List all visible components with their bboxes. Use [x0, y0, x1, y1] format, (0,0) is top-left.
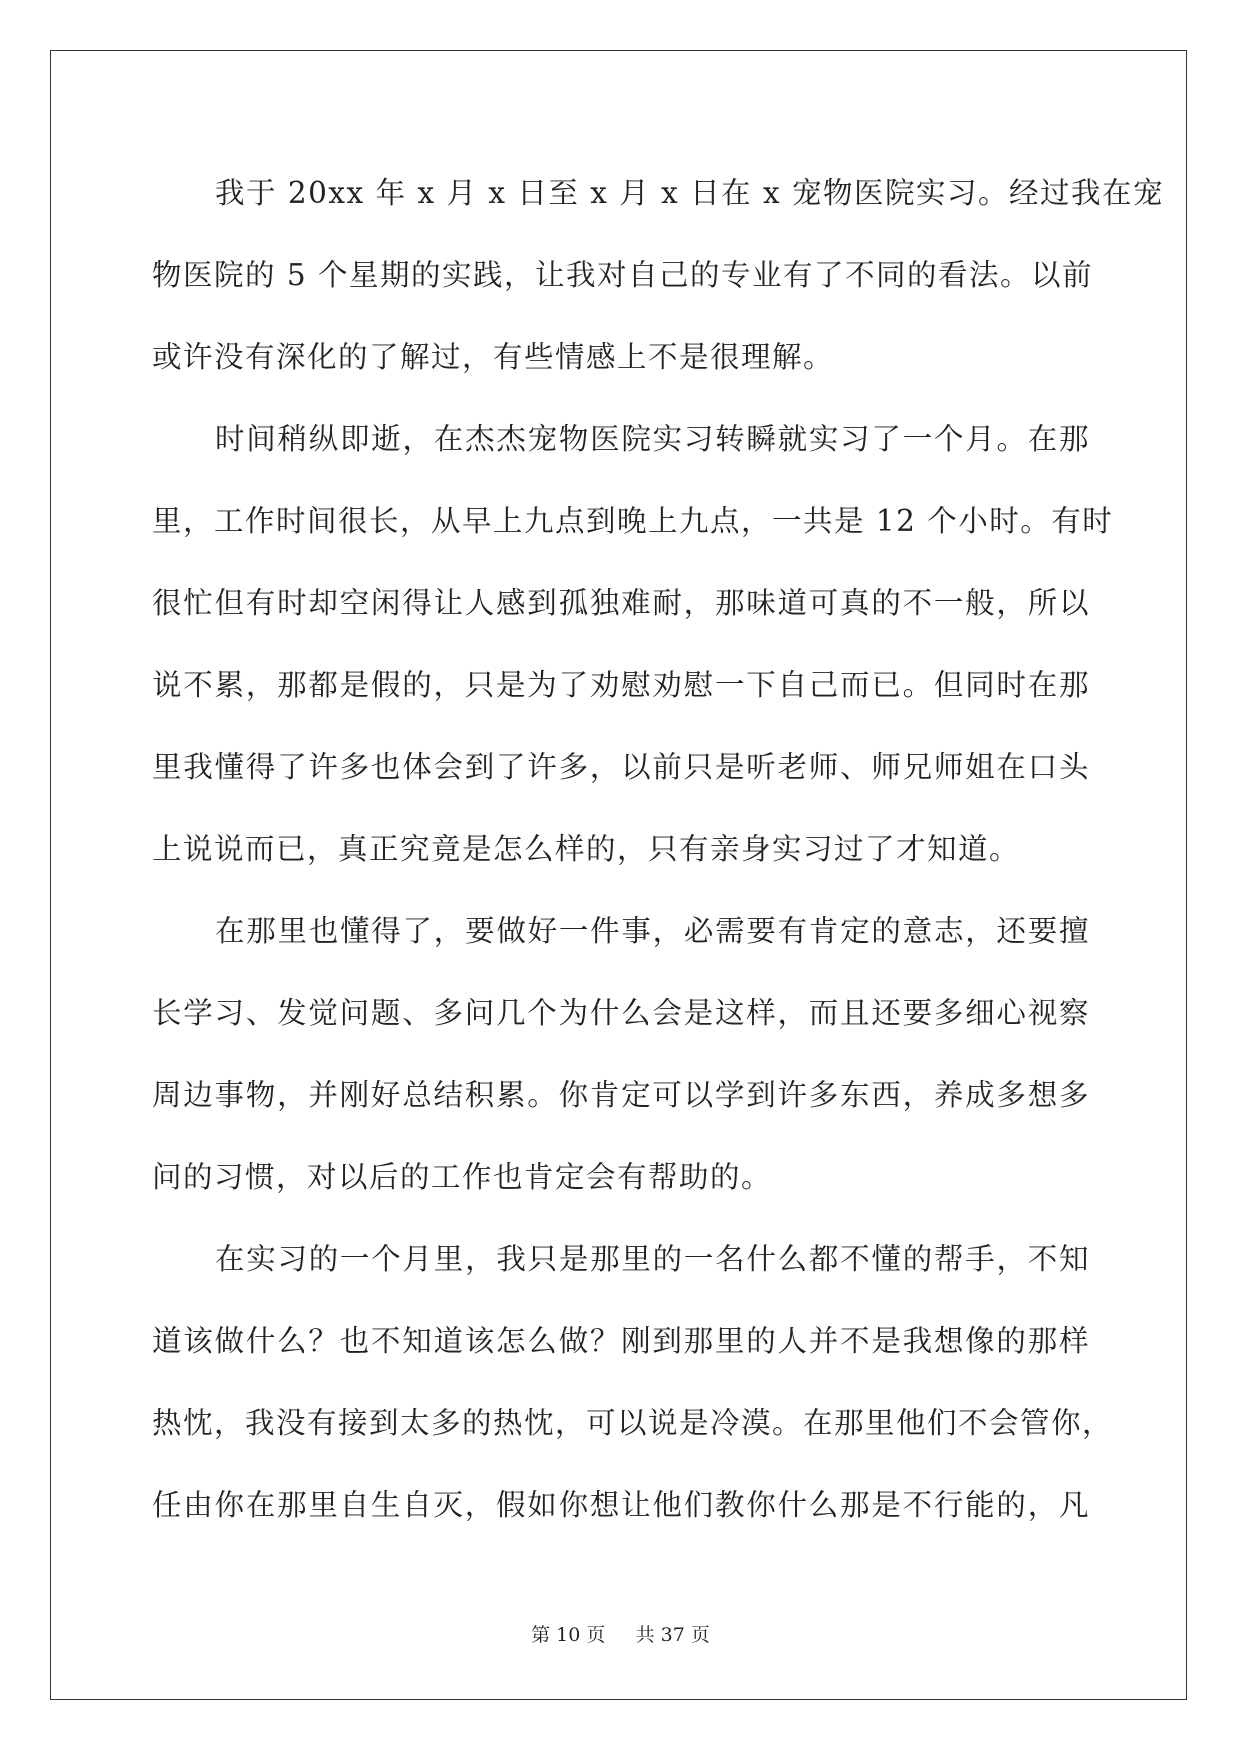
text-line: 上说说而已，真正究竟是怎么样的，只有亲身实习过了才知道。	[152, 832, 1021, 866]
text-line: 道该做什么？也不知道该怎么做？刚到那里的人并不是我想像的那样	[152, 1324, 1090, 1358]
text-line: 时间稍纵即逝，在杰杰宠物医院实习转瞬就实习了一个月。在那	[215, 422, 1090, 456]
text-line: 物医院的 5 个星期的实践，让我对自己的专业有了不同的看法。以前	[152, 258, 1094, 292]
text-line: 很忙但有时却空闲得让人感到孤独难耐，那味道可真的不一般，所以	[152, 586, 1090, 620]
text-line: 或许没有深化的了解过，有些情感上不是很理解。	[152, 340, 835, 374]
text-line: 在那里也懂得了，要做好一件事，必需要有肯定的意志，还要擅	[215, 914, 1090, 948]
page-number-current: 第 10 页	[531, 1624, 606, 1646]
text-line: 问的习惯，对以后的工作也肯定会有帮助的。	[152, 1160, 773, 1194]
text-line: 长学习、发觉问题、多问几个为什么会是这样，而且还要多细心视察	[152, 996, 1090, 1030]
text-line: 在实习的一个月里，我只是那里的一名什么都不懂的帮手，不知	[215, 1242, 1090, 1276]
text-line: 说不累，那都是假的，只是为了劝慰劝慰一下自己而已。但同时在那	[152, 668, 1090, 702]
text-line: 任由你在那里自生自灭，假如你想让他们教你什么那是不行能的，凡	[152, 1488, 1090, 1522]
text-line: 我于 20xx 年 x 月 x 日至 x 月 x 日在 x 宠物医院实习。经过我在宠	[215, 176, 1165, 210]
text-line: 里我懂得了许多也体会到了许多，以前只是听老师、师兄师姐在口头	[152, 750, 1090, 784]
page-footer	[0, 1620, 1241, 1647]
text-line: 热忱，我没有接到太多的热忱，可以说是冷漠。在那里他们不会管你，	[152, 1406, 1114, 1440]
text-line: 周边事物，并刚好总结积累。你肯定可以学到许多东西，养成多想多	[152, 1078, 1090, 1112]
page-number-total: 共 37 页	[635, 1624, 710, 1646]
document-body	[152, 162, 1165, 1556]
text-line: 里，工作时间很长，从早上九点到晚上九点，一共是 12 个小时。有时	[152, 504, 1114, 538]
